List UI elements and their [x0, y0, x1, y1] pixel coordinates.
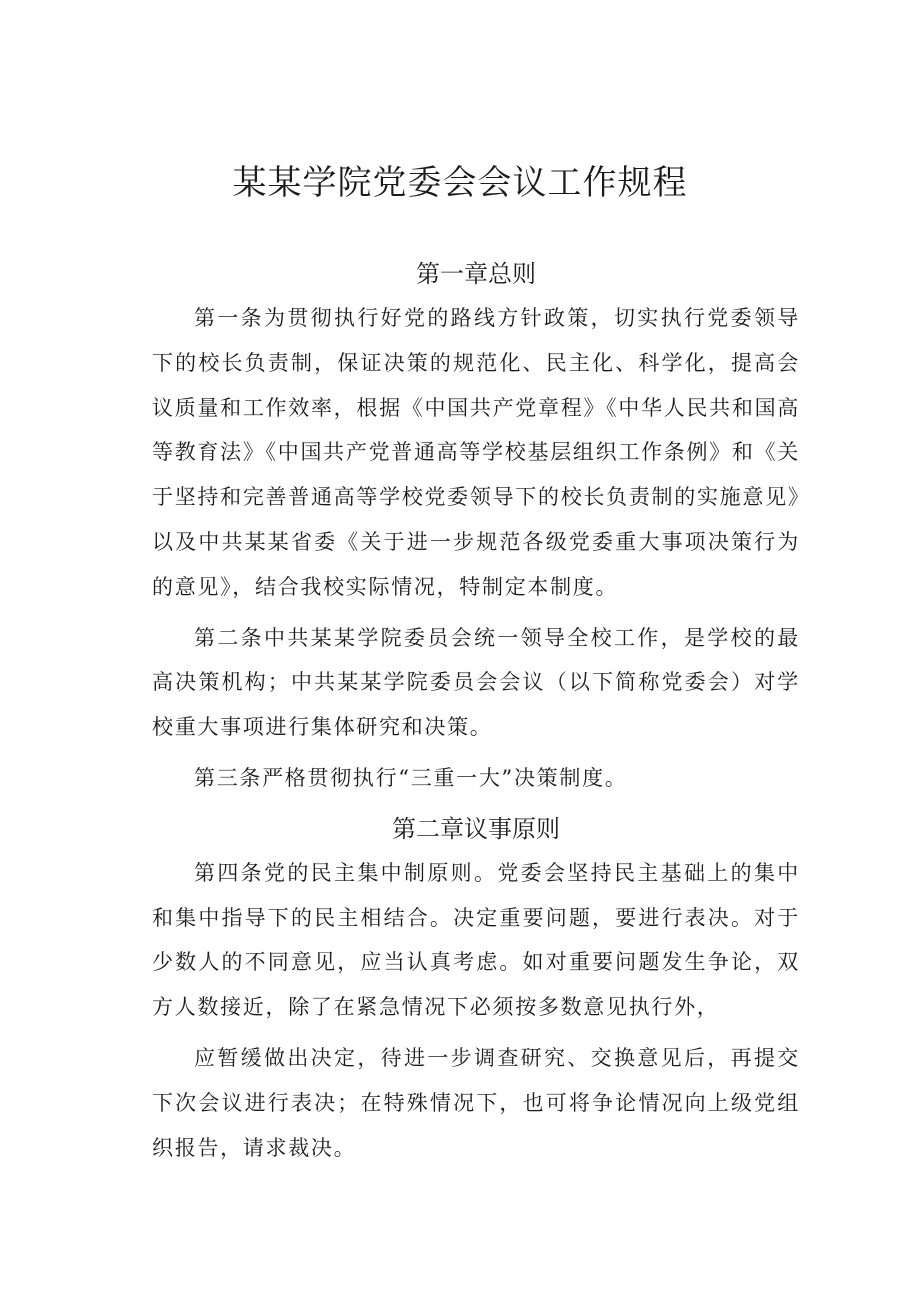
- chapter-heading: 第二章议事原则: [392, 814, 560, 843]
- article-paragraph: 第二条中共某某学院委员会统一领导全校工作，是学校的最高决策机构；中共某某学院委员会会议（以下简称党委会）对学校重大事项进行集体研究和决策。: [152, 625, 800, 740]
- chapter-1: [152, 252, 800, 801]
- document-body: [152, 252, 800, 1176]
- chapter-heading: 第一章总则: [416, 260, 536, 288]
- article-paragraph: 第一条为贯彻执行好党的路线方针政策，切实执行党委领导下的校长负责制，保证决策的规范化、民主化、科学化，提高会议质量和工作效率，根据《中国共产党章程》《中华人民共和国高等教育法》《中国共产党普通高等学校基层组织工作条例》和《关于坚持和完善普通高等学校党委领导下的校长负责制的实施意见》以及中共某某省委《关于进一步规范各级党委重大事项决策行为的意见》，结合我校实际情况，特制定本制度。: [152, 306, 800, 599]
- chapter-2: [152, 807, 800, 1171]
- article-paragraph: 应暂缓做出决定，待进一步调查研究、交换意见后，再提交下次会议进行表决；在特殊情况下，也可将争论情况向上级党组织报告，请求裁决。: [152, 1045, 800, 1160]
- article-paragraph: 第三条严格贯彻执行“三重一大”决策制度。: [194, 765, 628, 790]
- document-title: 某某学院党委会会议工作规程: [232, 163, 688, 203]
- article-paragraph: 第四条党的民主集中制原则。党委会坚持民主基础上的集中和集中指导下的民主相结合。决定重要问题，要进行表决。对于少数人的不同意见，应当认真考虑。如对重要问题发生争论，双方人数接近，除了在紧急情况下必须按多数意见执行外，: [152, 860, 800, 1020]
